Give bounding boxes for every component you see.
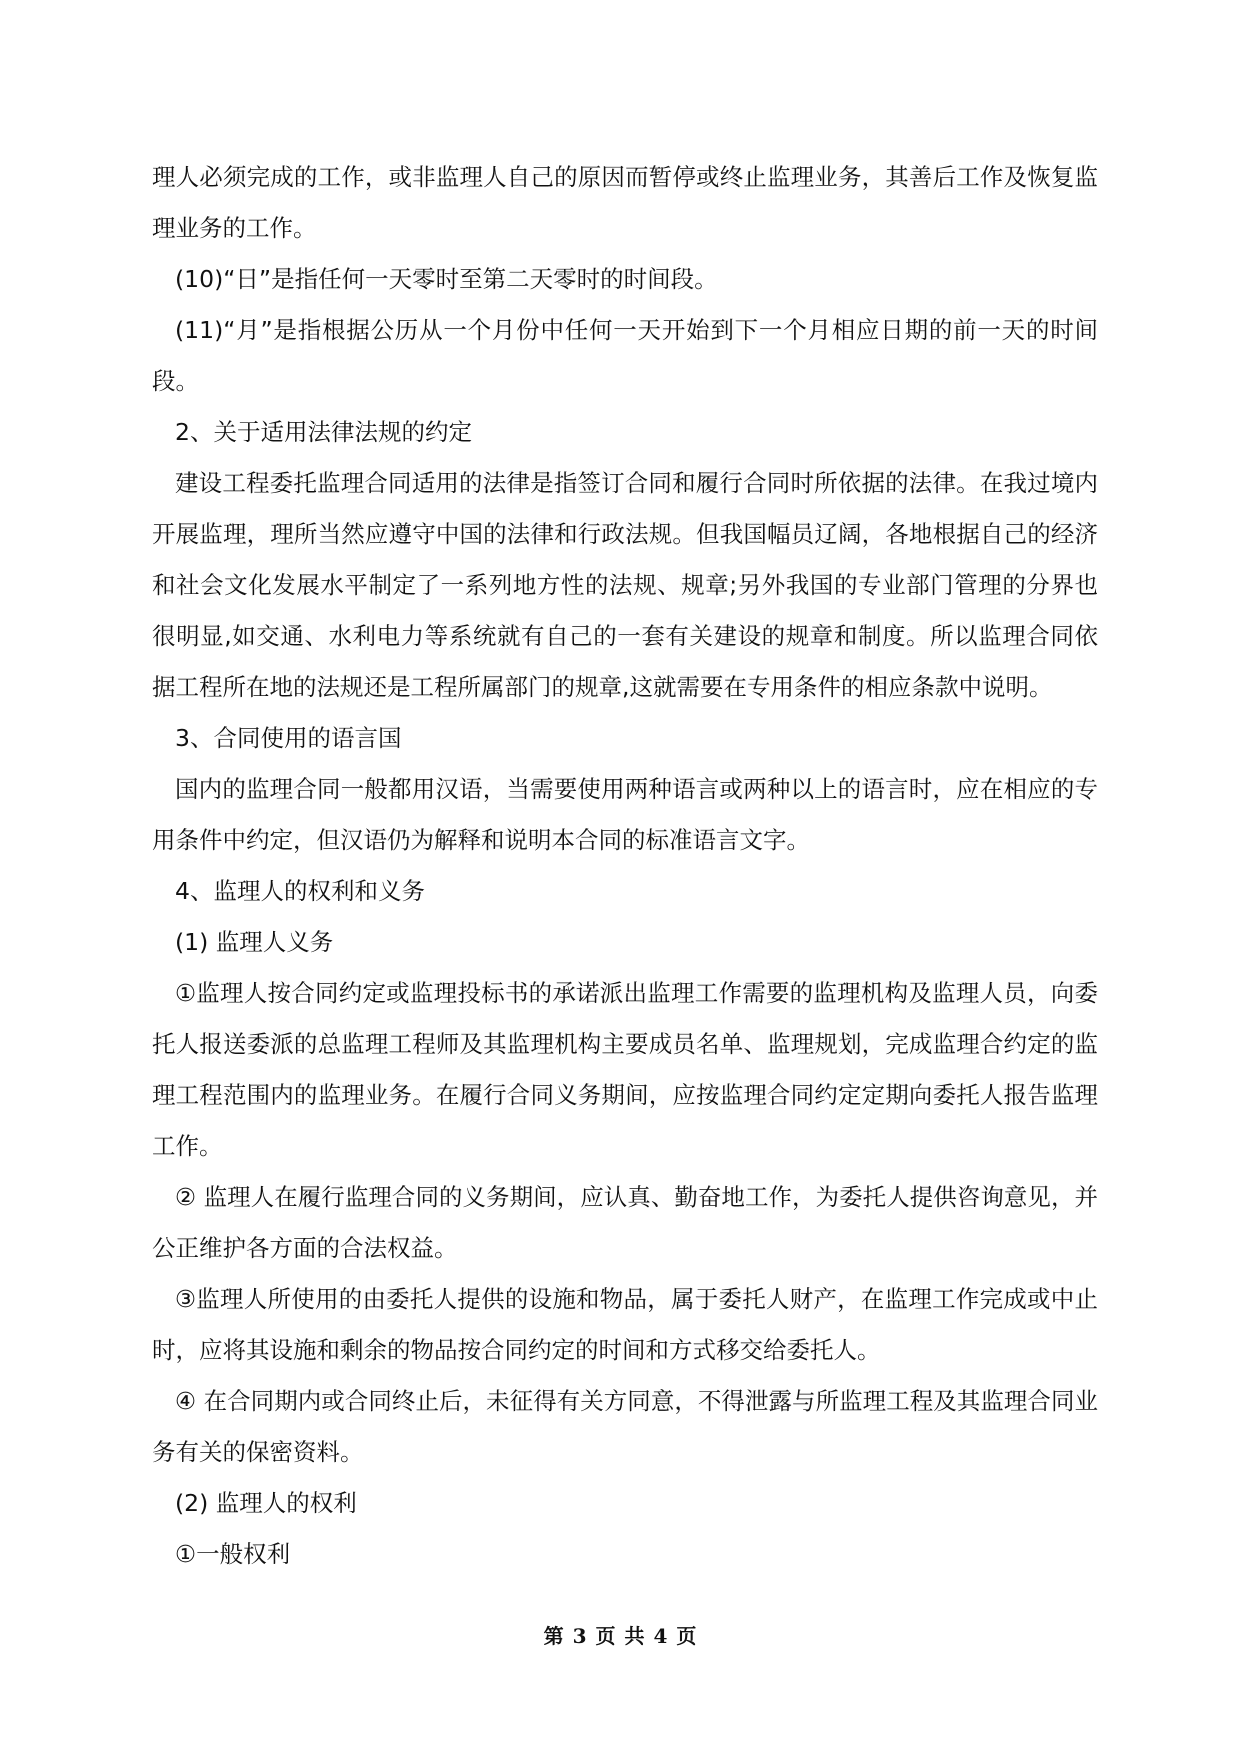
- section-heading-3: 3、合同使用的语言国: [175, 724, 402, 752]
- obligation-item-2: ② 监理人在履行监理合同的义务期间，应认真、勤奋地工作，为委托人提供咨询意见，并公正维护各方面的合法权益。: [152, 1183, 1098, 1262]
- obligation-item-4: ④ 在合同期内或合同终止后，未征得有关方同意，不得泄露与所监理工程及其监理合同业务有关的保密资料。: [152, 1387, 1098, 1466]
- section-heading-2: 2、关于适用法律法规的约定: [175, 418, 472, 446]
- paragraph-2: (10)“日”是指任何一天零时至第二天零时的时间段。: [175, 265, 718, 293]
- subheading-rights: (2) 监理人的权利: [175, 1489, 357, 1517]
- paragraph-5: 建设工程委托监理合同适用的法律是指签订合同和履行合同时所依据的法律。在我过境内开展监理，理所当然应遵守中国的法律和行政法规。但我国幅员辽阔，各地根据自己的经济和社会文化发展水平制定了一系列地方性的法规、规章;另外我国的专业部门管理的分界也很明显,如交通、水利电力等系统就有自己的一套有关建设的规章和制度。所以监理合同依据工程所在地的法规还是工程所属部门的规章,这就需要在专用条件的相应条款中说明。: [152, 469, 1098, 701]
- document-body: [152, 152, 1098, 1580]
- paragraph-1: 理人必须完成的工作，或非监理人自己的原因而暂停或终止监理业务，其善后工作及恢复监理业务的工作。: [152, 163, 1098, 242]
- obligation-item-1: ①监理人按合同约定或监理投标书的承诺派出监理工作需要的监理机构及监理人员，向委托人报送委派的总监理工程师及其监理机构主要成员名单、监理规划，完成监理合约定的监理工程范围内的监理业务。在履行合同义务期间，应按监理合同约定定期向委托人报告监理工作。: [152, 979, 1098, 1160]
- rights-item-1: ①一般权利: [175, 1540, 291, 1568]
- paragraph-7: 国内的监理合同一般都用汉语，当需要使用两种语言或两种以上的语言时，应在相应的专用条件中约定，但汉语仍为解释和说明本合同的标准语言文字。: [152, 775, 1098, 854]
- subheading-obligations: (1) 监理人义务: [175, 928, 334, 956]
- obligation-item-3: ③监理人所使用的由委托人提供的设施和物品，属于委托人财产，在监理工作完成或中止时，应将其设施和剩余的物品按合同约定的时间和方式移交给委托人。: [152, 1285, 1098, 1364]
- page-number-footer: 第 3 页 共 4 页: [543, 1624, 698, 1648]
- section-heading-4: 4、监理人的权利和义务: [175, 877, 425, 905]
- paragraph-3: (11)“月”是指根据公历从一个月份中任何一天开始到下一个月相应日期的前一天的时间段。: [152, 316, 1098, 395]
